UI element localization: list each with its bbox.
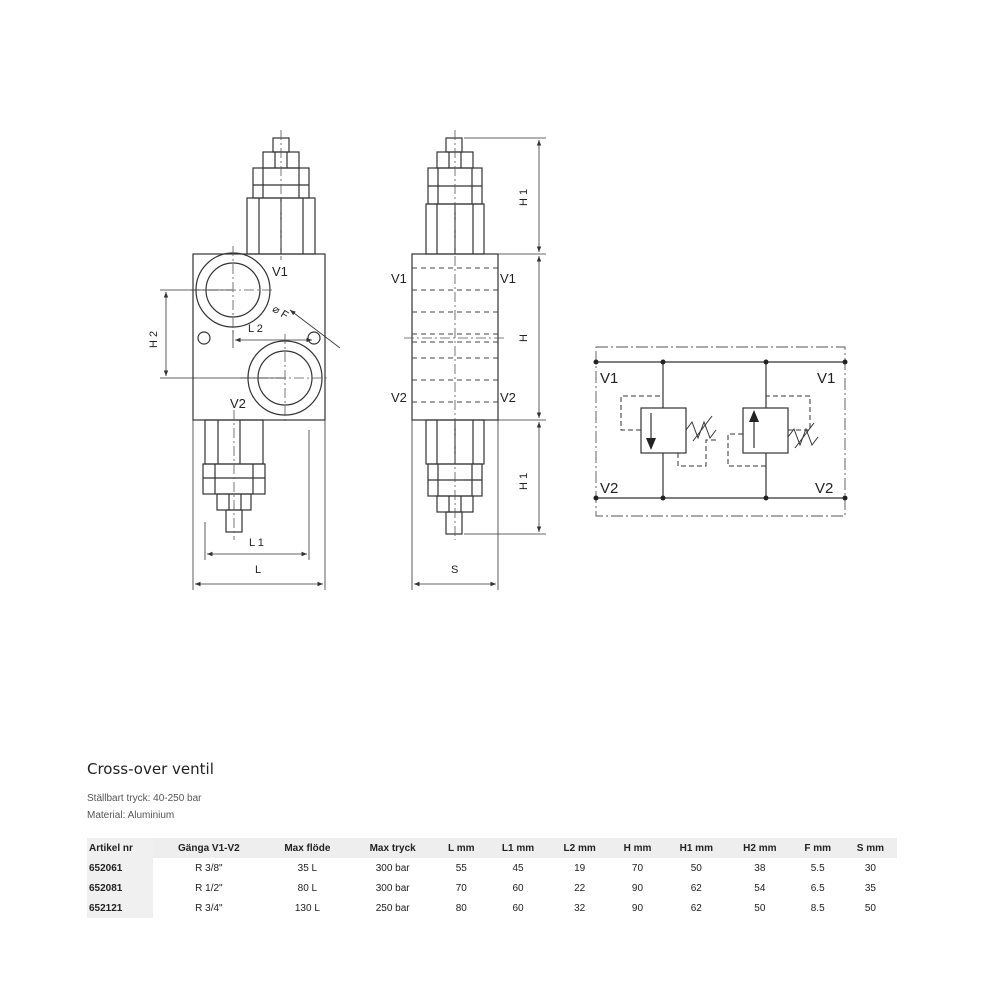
material-spec: Material: Aluminium [87, 810, 175, 821]
table-cell: 300 bar [375, 882, 410, 894]
table-cell: 6.5 [810, 882, 825, 894]
side-v2-right-label: V2 [500, 390, 516, 405]
side-v1-right-label: V1 [500, 271, 516, 286]
table-header-row [87, 838, 897, 858]
table-cell: 130 L [294, 902, 320, 914]
front-v2-label: V2 [230, 396, 246, 411]
side-s-label: S [451, 564, 459, 576]
table-cell: R 3/8" [195, 862, 223, 874]
table-cell: 652081 [87, 878, 153, 898]
table-cell: 45 [512, 862, 524, 874]
table-row [87, 878, 897, 898]
side-h1-top-label: H 1 [518, 188, 530, 206]
column-header: L2 mm [549, 838, 611, 858]
table-cell: 90 [631, 882, 644, 894]
front-v1-label: V1 [272, 264, 288, 279]
front-l1-label: L 1 [249, 537, 264, 549]
column-header: Gänga V1-V2 [153, 838, 265, 858]
table-cell: R 1/2" [195, 882, 223, 894]
table-cell: R 3/4" [195, 902, 223, 914]
table-row [87, 858, 897, 878]
front-view [193, 138, 325, 532]
table-cell: 652061 [87, 858, 153, 878]
schematic-v2-right-label: V2 [815, 480, 834, 497]
front-l-label: L [255, 564, 262, 576]
schematic-v2-left-label: V2 [600, 480, 619, 497]
schematic-v1-right-label: V1 [817, 370, 836, 387]
table-cell: 35 [864, 882, 876, 894]
side-h-label: H [518, 334, 530, 342]
pressure-spec: Ställbart tryck: 40-250 bar [87, 793, 202, 804]
side-h1-bottom-label: H 1 [518, 472, 530, 490]
column-header: Max flöde [265, 838, 350, 858]
table-cell: 300 bar [375, 862, 410, 874]
table-cell: 62 [690, 882, 702, 894]
side-v2-left-label: V2 [391, 390, 407, 405]
table-cell: 38 [754, 862, 766, 874]
column-header: H1 mm [665, 838, 729, 858]
table-cell: 50 [690, 862, 702, 874]
column-header: L mm [435, 838, 487, 858]
table-cell: 32 [574, 902, 586, 914]
table-cell: 30 [864, 862, 876, 874]
column-header: F mm [792, 838, 844, 858]
table-cell: 90 [631, 902, 644, 914]
table-cell: 652121 [87, 898, 153, 918]
table-cell: 70 [631, 862, 644, 874]
table-cell: 8.5 [810, 902, 825, 914]
table-cell: 50 [754, 902, 766, 914]
table-cell: 19 [574, 862, 586, 874]
table-cell: 5.5 [810, 862, 825, 874]
table-cell: 54 [754, 882, 766, 894]
column-header: L1 mm [487, 838, 549, 858]
table-cell: 80 L [297, 882, 318, 894]
column-header: Max tryck [350, 838, 435, 858]
column-header: H mm [610, 838, 664, 858]
table-cell: 250 bar [375, 902, 410, 914]
table-cell: 35 L [297, 862, 318, 874]
front-phi-f-label: ⌀ F [270, 303, 291, 322]
front-l2-label: L 2 [248, 323, 263, 335]
column-header: S mm [844, 838, 897, 858]
table-cell: 60 [512, 882, 524, 894]
schematic-v1-left-label: V1 [600, 370, 619, 387]
side-v1-left-label: V1 [391, 271, 407, 286]
spec-table [87, 838, 897, 918]
table-cell: 80 [455, 902, 467, 914]
product-title: Cross-over ventil [87, 760, 214, 778]
table-cell: 62 [690, 902, 702, 914]
table-cell: 70 [455, 882, 467, 894]
table-cell: 50 [864, 902, 876, 914]
table-cell: 55 [455, 862, 467, 874]
table-cell: 60 [512, 902, 524, 914]
column-header: H2 mm [728, 838, 792, 858]
front-h2-label: H 2 [148, 330, 160, 348]
table-row [87, 898, 897, 918]
side-view-centerlines [404, 130, 506, 540]
table-cell: 22 [574, 882, 586, 894]
column-header: Artikel nr [87, 838, 153, 858]
hydraulic-schematic [594, 347, 848, 516]
